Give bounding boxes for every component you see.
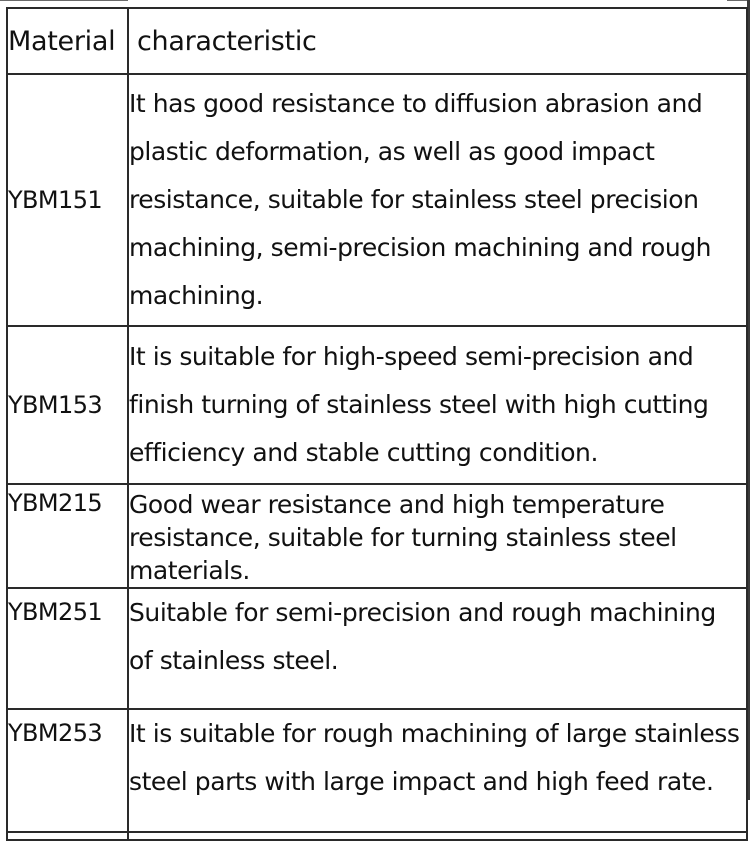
characteristic-cell: Good wear resistance and high temperature resistance, suitable for turning stainless steel materials. xyxy=(128,484,747,588)
material-cell: YBM215 xyxy=(7,484,128,588)
material-cell: YBM153 xyxy=(7,326,128,484)
scan-edge-top-right xyxy=(727,0,747,5)
partial-cell xyxy=(7,832,128,840)
table-row xyxy=(7,709,747,832)
header-material: Material xyxy=(7,8,128,74)
characteristic-cell: It is suitable for rough machining of large stainless steel parts with large impact and high feed rate. xyxy=(128,709,747,832)
table-row xyxy=(7,484,747,588)
scan-edge-top-left xyxy=(0,0,128,5)
table-row xyxy=(7,326,747,484)
header-characteristic: characteristic xyxy=(128,8,747,74)
material-cell: YBM151 xyxy=(7,74,128,326)
characteristic-cell: It is suitable for high-speed semi-precision and finish turning of stainless steel with high cutting efficiency and stable cutting condition. xyxy=(128,326,747,484)
table-row xyxy=(7,74,747,326)
table-row-partial xyxy=(7,832,747,840)
material-cell: YBM253 xyxy=(7,709,128,832)
table-header-row xyxy=(7,8,747,74)
characteristic-cell: It has good resistance to diffusion abrasion and plastic deformation, as well as good impact resistance, suitable for stainless steel precision machining, semi-precision machining and rough machining. xyxy=(128,74,747,326)
partial-cell xyxy=(128,832,747,840)
table-row xyxy=(7,588,747,709)
material-cell: YBM251 xyxy=(7,588,128,709)
material-characteristics-table xyxy=(6,7,748,841)
characteristic-cell: Suitable for semi-precision and rough machining of stainless steel. xyxy=(128,588,747,709)
